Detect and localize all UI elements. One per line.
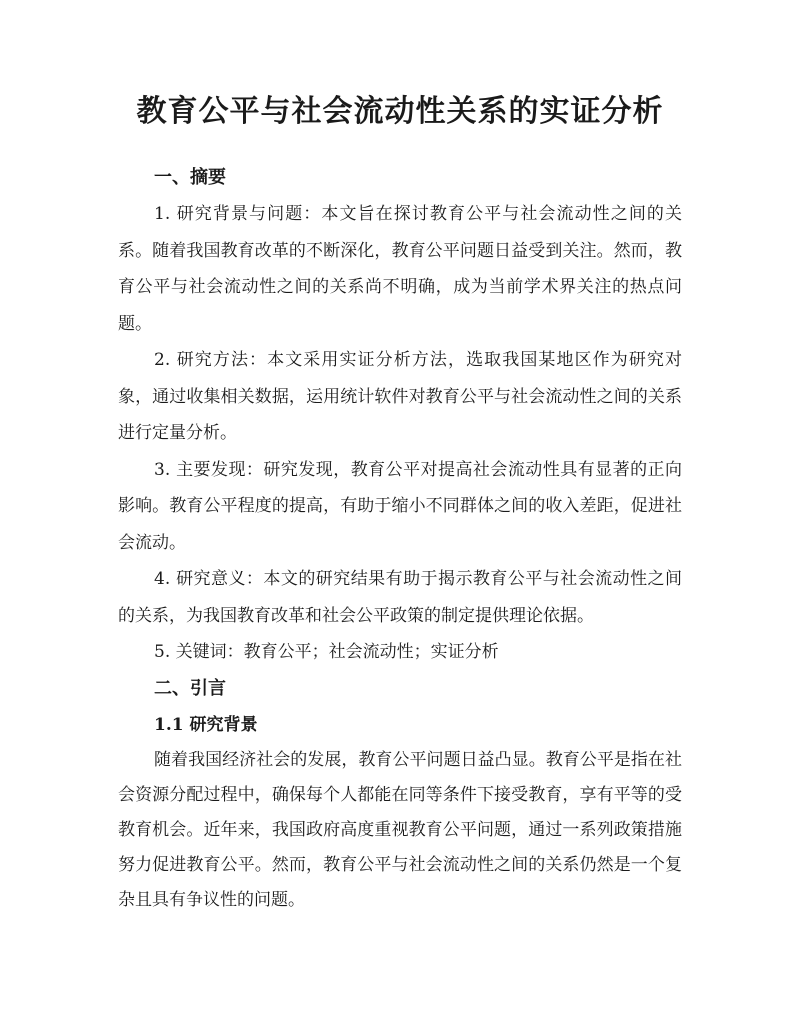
abstract-item-background: 1. 研究背景与问题：本文旨在探讨教育公平与社会流动性之间的关系。随着我国教育改革的不断深化，教育公平问题日益受到关注。然而，教育公平与社会流动性之间的关系尚不明确，成为当前学术界关注的热点问题。 xyxy=(118,204,682,334)
introduction-heading: 二、引言 xyxy=(154,677,226,699)
document-title: 教育公平与社会流动性关系的实证分析 xyxy=(136,94,664,129)
research-background-subheading: 1.1 研究背景 xyxy=(154,714,258,735)
abstract-item-findings: 3. 主要发现：研究发现，教育公平对提高社会流动性具有显著的正向影响。教育公平程度的提高，有助于缩小不同群体之间的收入差距，促进社会流动。 xyxy=(118,459,682,553)
abstract-item-method: 2. 研究方法：本文采用实证分析方法，选取我国某地区作为研究对象，通过收集相关数据，运用统计软件对教育公平与社会流动性之间的关系进行定量分析。 xyxy=(118,350,682,443)
abstract-item-significance: 4. 研究意义：本文的研究结果有助于揭示教育公平与社会流动性之间的关系，为我国教育改革和社会公平政策的制定提供理论依据。 xyxy=(118,569,682,626)
abstract-section xyxy=(118,160,682,671)
research-background-paragraph: 随着我国经济社会的发展，教育公平问题日益凸显。教育公平是指在社会资源分配过程中，确保每个人都能在同等条件下接受教育，享有平等的受教育机会。近年来，我国政府高度重视教育公平问题，通过一系列政策措施努力促进教育公平。然而，教育公平与社会流动性之间的关系仍然是一个复杂且具有争议性的问题。 xyxy=(118,749,682,910)
introduction-section xyxy=(118,671,682,918)
abstract-heading: 一、摘要 xyxy=(154,167,226,188)
abstract-item-keywords: 5. 关键词：教育公平；社会流动性；实证分析 xyxy=(154,642,499,662)
